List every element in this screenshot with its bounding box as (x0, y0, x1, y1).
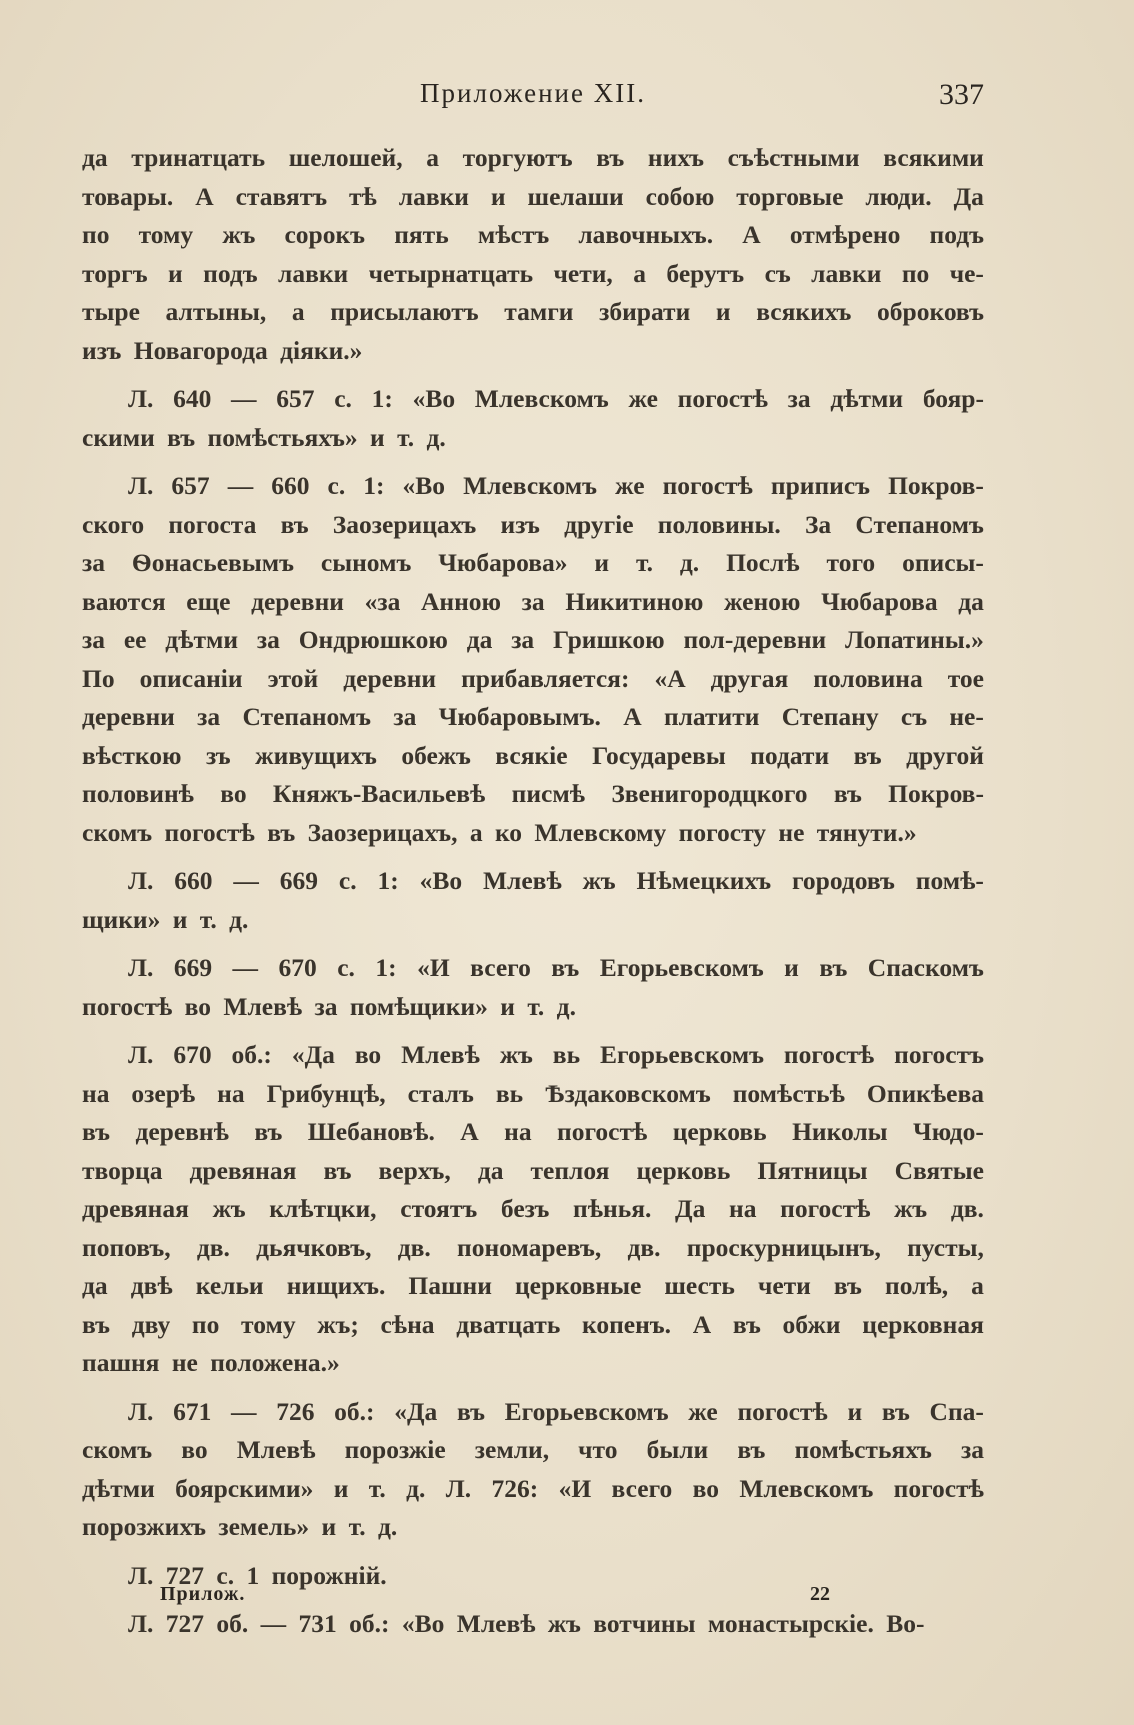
text-line: вѣсткою зъ живущихъ обежъ всякіе Государевы подати въ другой (82, 740, 984, 770)
text-line: ского погоста въ Заозерицахъ изъ другіе половины. За Степаномъ (82, 509, 984, 539)
paragraph (82, 139, 984, 370)
text-line: тыре алтыны, а присылаютъ тамги збирати и всякихъ оброковъ (82, 297, 984, 326)
text-line: въ дву по тому жъ; сѣна дватцать копенъ. А въ обжи церковная (82, 1309, 984, 1339)
text-line: Л. 671 — 726 об.: «Да въ Егорьевскомъ же погостѣ и въ Спа- (128, 1396, 984, 1426)
text-line: Л. 670 об.: «Да во Млевѣ жъ вь Егорьевскомъ погостѣ погостъ (128, 1040, 984, 1069)
text-line: изъ Новагорода діяки.» (82, 335, 363, 365)
paragraph-gap (82, 457, 984, 467)
text-line: торгъ и подъ лавки четырнатцать чети, а берутъ съ лавки по че- (82, 258, 984, 288)
text-line: Л. 727 с. 1 порожній. (128, 1560, 387, 1590)
text-line: По описаніи этой деревни прибавляется: «А другая половина тое (82, 663, 984, 693)
page-header (82, 78, 984, 118)
paragraph-gap (82, 1383, 984, 1393)
text-line: Л. 727 об. — 731 об.: «Во Млевѣ жъ вотчины монастырскіе. Во- (128, 1609, 925, 1638)
running-head: Приложение XII. (420, 78, 646, 108)
paragraph-gap (82, 1547, 984, 1557)
printer-signature: Прилож. (160, 1583, 246, 1605)
text-line: древяная жъ клѣтцки, стоятъ безъ пѣнья. Да на погостѣ жъ дв. (82, 1194, 984, 1223)
text-line: товары. А ставятъ тѣ лавки и шелаши собою торговые люди. Да (82, 181, 984, 211)
text-line: скомъ во Млевѣ порозжіе земли, что были въ помѣстьяхъ за (82, 1435, 984, 1464)
text-line: Л. 660 — 669 с. 1: «Во Млевѣ жъ Нѣмецкихъ городовъ помѣ- (128, 866, 984, 895)
text-line: деревни за Степаномъ за Чюбаровымъ. А платити Степану съ не- (82, 702, 984, 731)
paragraph-gap (82, 370, 984, 380)
text-line: да тринатцать шелошей, а торгуютъ въ нихъ съѣстными всякими (82, 143, 984, 172)
paragraph (82, 1036, 984, 1383)
text-line: за ее дѣтми за Ондрюшкою да за Гришкою пол-деревни Лопатины.» (82, 625, 984, 654)
paragraph (82, 380, 984, 457)
text-line: творца древяная въ верхъ, да теплоя церковь Пятницы Святые (82, 1155, 984, 1185)
page-footer (160, 1583, 860, 1619)
paragraph-gap (82, 852, 984, 862)
paragraph (82, 862, 984, 939)
text-line: ваются еще деревни «за Анною за Никитиною женою Чюбарова да (82, 586, 984, 616)
text-line: въ деревнѣ въ Шебановѣ. А на погостѣ церковь Николы Чюдо- (82, 1117, 984, 1146)
text-line: щики» и т. д. (82, 904, 249, 934)
text-line: по тому жъ сорокъ пять мѣстъ лавочныхъ. А отмѣрено подъ (82, 220, 984, 249)
paragraph-gap (82, 1026, 984, 1036)
text-line: скомъ погостѣ въ Заозерицахъ, а ко Млевскому погосту не тянути.» (82, 817, 917, 847)
text-line: поповъ, дв. дьячковъ, дв. пономаревъ, дв. проскурницынъ, пусты, (82, 1232, 984, 1262)
text-line: дѣтми боярскими» и т. д. Л. 726: «И всего во Млевскомъ погостѣ (82, 1473, 984, 1503)
text-line: на озерѣ на Грибунцѣ, сталъ вь Ѣздаковскомъ помѣстьѣ Опикѣева (82, 1078, 984, 1108)
text-line: Л. 669 — 670 с. 1: «И всего въ Егорьевскомъ и въ Спаскомъ (128, 953, 984, 982)
paragraph (82, 467, 984, 852)
paragraph (82, 949, 984, 1026)
body-text (82, 139, 984, 1644)
text-line: скими въ помѣстьяхъ» и т. д. (82, 422, 446, 452)
text-line: пашня не положена.» (82, 1348, 340, 1377)
page-number: 337 (939, 78, 984, 111)
text-line: за Ѳонасьевымъ сыномъ Чюбарова» и т. д. Послѣ того описы- (82, 548, 984, 577)
paragraph-gap (82, 939, 984, 949)
text-line: да двѣ кельи нищихъ. Пашни церковные шесть чети въ полѣ, а (82, 1271, 984, 1300)
text-line: половинѣ во Княжъ-Васильевѣ писмѣ Звенигородцкого въ Покров- (82, 779, 984, 808)
text-line: погостѣ во Млевѣ за помѣщики» и т. д. (82, 991, 576, 1021)
paragraph (82, 1393, 984, 1547)
text-line: порозжихъ земель» и т. д. (82, 1512, 398, 1541)
text-line: Л. 640 — 657 с. 1: «Во Млевскомъ же погостѣ за дѣтми бояр- (128, 384, 984, 413)
text-line: Л. 657 — 660 с. 1: «Во Млевскомъ же погостѣ приписъ Покров- (128, 471, 984, 500)
sheet-number: 22 (810, 1583, 830, 1605)
